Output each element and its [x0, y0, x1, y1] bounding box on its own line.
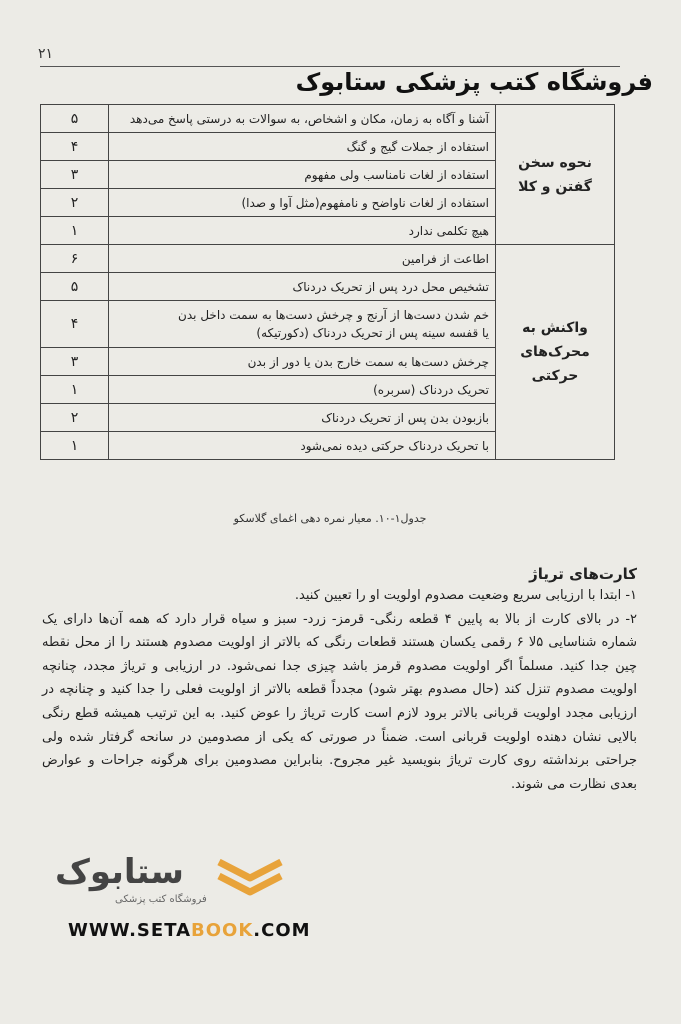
- paragraph: ۲- در بالای کارت از بالا به پایین ۴ قطعه رنگی- قرمز- زرد- سبز و سیاه قرار دارد که همه آن‌ها دارای یک شماره شناسایی ۵‌لا ۶ رقمی یکسان هستند قطعات رنگی که بالاتر از اولویت مصدوم هستند را از محل نقطه چین جدا کنید. مسلماً اگر اولویت مصدوم قرمز باشد چیزی جدا نمی‌شود. در ارزیابی و تریاژ مجدد، چنانچه اولویت مصدوم تنزل کند (حال مصدوم بهتر شود) مجدداً قطعه بالاتر از اولویت فعلی را جدا کنید و چنانچه در ارزیابی مجدد اولویت قربانی بالاتر برود لازم است کارت تریاژ را عوض کنید. به این ترتیب همیشه قطع رنگی بالایی نشان دهنده اولویت قربانی است. ضمناً در صورتی که یکی از مصدومین در سانحه گرفتار شده ولی جراحتی برنداشته روی کارت تریاژ بنویسید غیر مجروح. بنابراین مصدومین برای هرگونه جراحات و عوارض بعدی نظارت می شوند.: [42, 611, 638, 792]
- criterion-score: ۳: [41, 348, 109, 376]
- criterion-score: ۱: [41, 376, 109, 404]
- table-row: [41, 105, 615, 133]
- category-label: محرک‌های: [520, 344, 590, 360]
- category-motor: [496, 245, 615, 460]
- category-label: حرکتی: [531, 368, 579, 384]
- criterion-score: ۴: [41, 301, 109, 348]
- table-row: [41, 245, 615, 273]
- section-title: کارت‌های تریاژ: [529, 565, 637, 583]
- paragraph: ۱- ابتدا با ارزیابی سریع وضعیت مصدوم اولویت او را تعیین کنید.: [294, 588, 637, 603]
- body-text: [42, 584, 637, 796]
- criterion-text: آشنا و آگاه به زمان، مکان و اشخاص، به سوالات به درستی پاسخ می‌دهد: [109, 105, 496, 133]
- criterion-text: [109, 301, 496, 348]
- criterion-score: ۱: [41, 217, 109, 245]
- glasgow-table: [40, 104, 615, 460]
- category-label: واکنش به: [522, 320, 588, 336]
- url-accent: BOOK: [191, 920, 254, 941]
- website-url[interactable]: [68, 920, 311, 941]
- criterion-line: یا قفسه سینه پس از تحریک دردناک (دکورتیکه): [256, 326, 489, 340]
- logo-subtitle: فروشگاه کتب پزشکی: [115, 894, 207, 905]
- criterion-score: ۴: [41, 133, 109, 161]
- criterion-text: با تحریک دردناک حرکتی دیده نمی‌شود: [109, 432, 496, 460]
- logo-chevron-icon: [215, 854, 285, 906]
- category-label: گفتن و کلا: [518, 178, 592, 195]
- criterion-score: ۵: [41, 273, 109, 301]
- criterion-text: استفاده از لغات ناواضح و نامفهوم(مثل آوا و صدا): [109, 189, 496, 217]
- criterion-text: استفاده از لغات نامناسب ولی مفهوم: [109, 161, 496, 189]
- criterion-text: بازبودن بدن پس از تحریک دردناک: [109, 404, 496, 432]
- criterion-text: اطاعت از فرامین: [109, 245, 496, 273]
- category-label: نحوه سخن: [518, 154, 592, 171]
- criterion-line: خم شدن دست‌ها از آرنج و چرخش دست‌ها به سمت داخل بدن: [178, 308, 489, 322]
- criterion-score: ۳: [41, 161, 109, 189]
- criterion-text: تشخیص محل درد پس از تحریک دردناک: [109, 273, 496, 301]
- url-prefix: WWW.SETA: [68, 920, 192, 941]
- category-verbal: [496, 105, 615, 245]
- url-suffix: .COM: [253, 920, 311, 941]
- logo-wordmark: ستابوک: [55, 852, 184, 892]
- criterion-text: هیچ تکلمی ندارد: [109, 217, 496, 245]
- setabook-logo: [55, 852, 295, 912]
- criterion-score: ۲: [41, 404, 109, 432]
- criterion-score: ۱: [41, 432, 109, 460]
- criterion-text: چرخش دست‌ها به سمت خارج بدن یا دور از بدن: [109, 348, 496, 376]
- store-banner: فروشگاه کتب پزشکی ستابوک: [295, 68, 653, 96]
- page-number: ۲۱: [38, 46, 54, 62]
- top-rule: [40, 66, 620, 67]
- table-caption: جدول۱-۱۰. معیار نمره دهی اغمای گلاسکو: [233, 512, 427, 525]
- criterion-text: تحریک دردناک (سربره): [109, 376, 496, 404]
- criterion-text: استفاده از جملات گیج و گنگ: [109, 133, 496, 161]
- criterion-score: ۵: [41, 105, 109, 133]
- criterion-score: ۲: [41, 189, 109, 217]
- criterion-score: ۶: [41, 245, 109, 273]
